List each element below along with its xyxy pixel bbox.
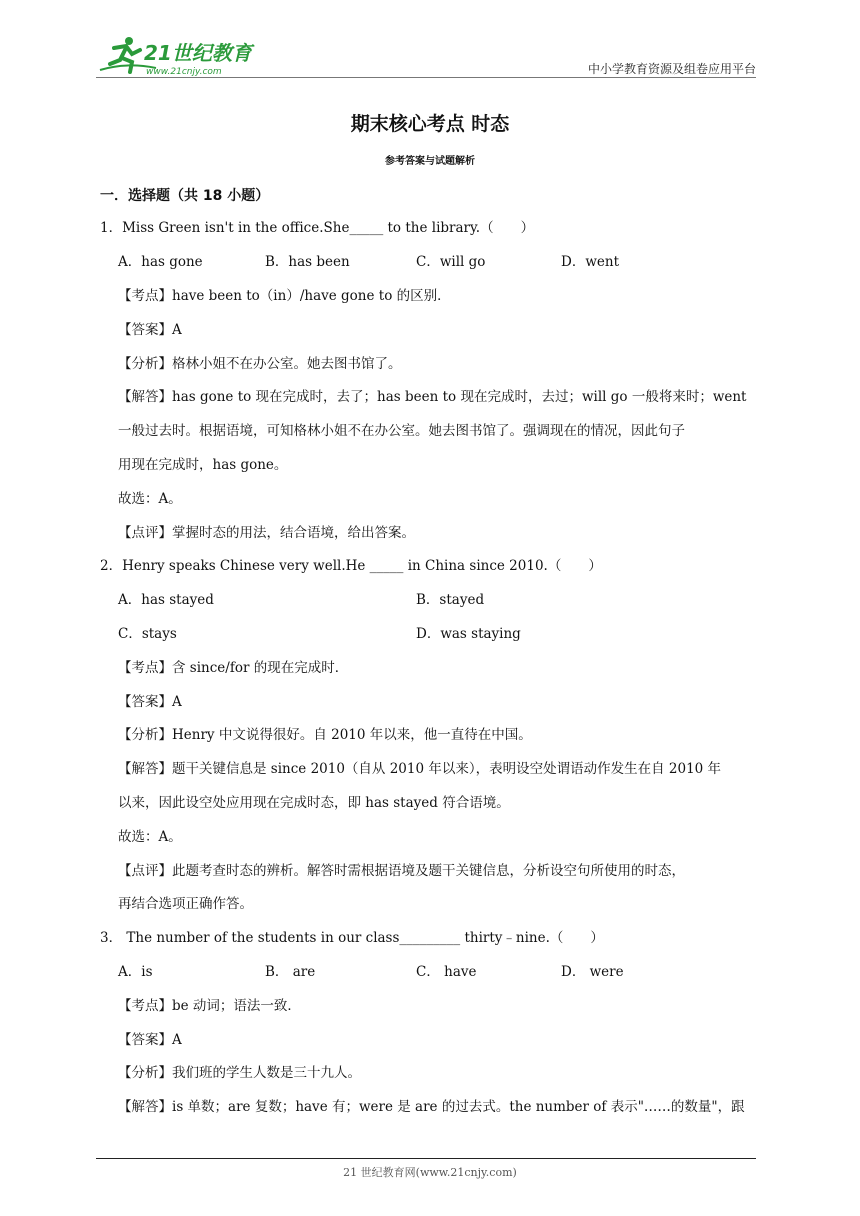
option-b: B．has been <box>265 254 350 270</box>
option-a: A．has gone <box>118 254 203 270</box>
option-a: A．is <box>118 964 153 980</box>
answer: 【答案】A <box>118 1032 182 1048</box>
answer: 【答案】A <box>118 694 182 710</box>
kaodian: 【考点】be 动词；语法一致． <box>118 998 301 1014</box>
analysis: 【分析】Henry 中文说得很好。自 2010 年以来，他一直待在中国。 <box>118 727 532 743</box>
option-d: D．was staying <box>416 626 521 642</box>
option-c: C．will go <box>416 254 486 270</box>
choice-result: 故选：A。 <box>118 829 182 845</box>
solution-line: 【解答】has gone to 现在完成时，去了；has been to 现在完成时，去过；will go 一般将来时；went <box>118 389 747 405</box>
header-platform-text: 中小学教育资源及组卷应用平台 <box>587 62 756 76</box>
question-stem: 2．Henry speaks Chinese very well.He _____ in China since 2010.（ ） <box>100 558 602 574</box>
logo <box>96 34 266 76</box>
kaodian: 【考点】含 since/for 的现在完成时． <box>118 660 349 676</box>
option-b: B．stayed <box>416 592 485 608</box>
solution-line: 【解答】题干关键信息是 since 2010（自从 2010 年以来），表明设空处谓语动作发生在自 2010 年 <box>118 761 722 777</box>
analysis: 【分析】格林小姐不在办公室。她去图书馆了。 <box>118 356 402 372</box>
footer-divider <box>96 1158 756 1159</box>
page-footer: 21 世纪教育网(www.21cnjy.com) <box>343 1166 517 1179</box>
comment: 再结合选项正确作答。 <box>118 896 253 912</box>
option-d: D． were <box>561 964 624 980</box>
svg-text:21世纪教育: 21世纪教育 <box>144 41 252 65</box>
solution-line: 【解答】is 单数；are 复数；have 有；were 是 are 的过去式。the number of 表示"……的数量"，跟 <box>118 1099 745 1115</box>
page-title: 期末核心考点 时态 <box>350 113 510 135</box>
comment: 【点评】此题考查时态的辨析。解答时需根据语境及题干关键信息，分析设空句所使用的时态， <box>118 863 685 879</box>
header-divider <box>96 77 756 78</box>
choice-result: 故选：A。 <box>118 491 182 507</box>
question-stem: 1．Miss Green isn't in the office.She_____ to the library.（ ） <box>100 220 535 236</box>
option-c: C．stays <box>118 626 177 642</box>
svg-text:www.21cnjy.com: www.21cnjy.com <box>146 67 222 76</box>
question-stem: 3． The number of the students in our class_________ thirty﹣nine.（ ） <box>100 930 604 946</box>
kaodian: 【考点】have been to（in）/have gone to 的区别． <box>118 288 451 304</box>
answer: 【答案】A <box>118 322 182 338</box>
solution-line: 用现在完成时，has gone。 <box>118 457 288 473</box>
comment: 【点评】掌握时态的用法，结合语境，给出答案。 <box>118 525 415 541</box>
section-heading: 一．选择题（共 18 小题） <box>100 188 270 204</box>
option-b: B． are <box>265 964 316 980</box>
analysis: 【分析】我们班的学生人数是三十九人。 <box>118 1065 361 1081</box>
solution-line: 一般过去时。根据语境，可知格林小姐不在办公室。她去图书馆了。强调现在的情况，因此句子 <box>118 423 685 439</box>
option-d: D．went <box>561 254 619 270</box>
solution-line: 以来，因此设空处应用现在完成时态，即 has stayed 符合语境。 <box>118 795 510 811</box>
option-c: C． have <box>416 964 477 980</box>
option-a: A．has stayed <box>118 592 214 608</box>
page-subtitle: 参考答案与试题解析 <box>385 156 475 167</box>
